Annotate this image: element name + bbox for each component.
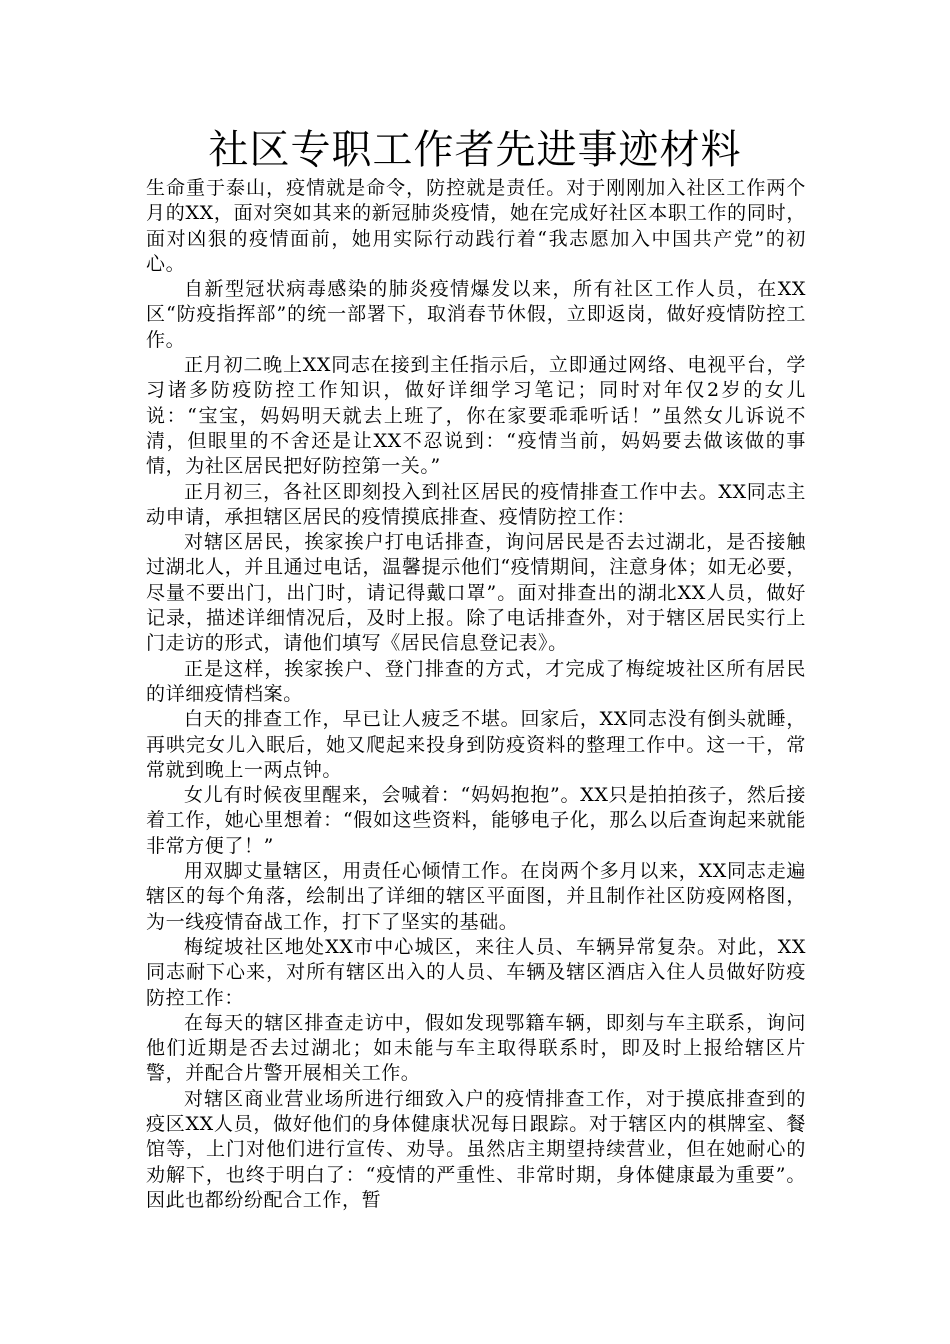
paragraph: 女儿有时候夜里醒来，会喊着：“妈妈抱抱”。XX只是拍拍孩子，然后接着工作，她心里想着：“假如这些资料，能够电子化，那么以后查询起来就能非常方便了！”: [146, 784, 806, 857]
paragraph: 对辖区居民，挨家挨户打电话排查，询问居民是否去过湖北，是否接触过湖北人，并且通过电话，温馨提示他们“疫情期间，注意身体；如无必要，尽量不要出门，出门时，请记得戴口罩”。面对排查出的湖北XX人员，做好记录，描述详细情况后，及时上报。除了电话排查外，对于辖区居民实行上门走访的形式，请他们填写《居民信息登记表》。: [146, 531, 806, 655]
paragraph: 生命重于泰山，疫情就是命令，防控就是责任。对于刚刚加入社区工作两个月的XX，面对突如其来的新冠肺炎疫情，她在完成好社区本职工作的同时，面对凶狠的疫情面前，她用实际行动践行着“我志愿加入中国共产党”的初心。: [146, 177, 806, 275]
document-body: [146, 176, 806, 1213]
paragraph: 用双脚丈量辖区，用责任心倾情工作。在岗两个多月以来，XX同志走遍辖区的每个角落，绘制出了详细的辖区平面图，并且制作社区防疫网格图，为一线疫情奋战工作，打下了坚实的基础。: [146, 860, 806, 933]
paragraph: 在每天的辖区排查走访中，假如发现鄂籍车辆，即刻与车主联系，询问他们近期是否去过湖北；如未能与车主取得联系时，即及时上报给辖区片警，并配合片警开展相关工作。: [146, 1011, 806, 1085]
paragraph: 白天的排查工作，早已让人疲乏不堪。回家后，XX同志没有倒头就睡，再哄完女儿入眠后，她又爬起来投身到防疫资料的整理工作中。这一干，常常就到晚上一两点钟。: [146, 708, 806, 781]
paragraph: 正是这样，挨家挨户、登门排查的方式，才完成了梅绽坡社区所有居民的详细疫情档案。: [146, 657, 806, 705]
paragraph: 对辖区商业营业场所进行细致入户的疫情排查工作，对于摸底排查到的疫区XX人员，做好他们的身体健康状况每日跟踪。对于辖区内的棋牌室、餐馆等，上门对他们进行宣传、劝导。虽然店主期望持续营业，但在她耐心的劝解下，也终于明白了：“疫情的严重性、非常时期，身体健康最为重要”。因此也都纷纷配合工作，暂: [146, 1087, 806, 1211]
paragraph: 正月初二晚上XX同志在接到主任指示后，立即通过网络、电视平台，学习诸多防疫防控工作知识，做好详细学习笔记；同时对年仅2岁的女儿说：“宝宝，妈妈明天就去上班了，你在家要乖乖听话！”虽然女儿诉说不清，但眼里的不舍还是让XX不忍说到：“疫情当前，妈妈要去做该做的事情，为社区居民把好防控第一关。”: [146, 354, 806, 478]
paragraph: 自新型冠状病毒感染的肺炎疫情爆发以来，所有社区工作人员，在XX区“防疫指挥部”的统一部署下，取消春节休假，立即返岗，做好疫情防控工作。: [146, 278, 806, 351]
paragraph: 梅绽坡社区地处XX市中心城区，来往人员、车辆异常复杂。对此，XX同志耐下心来，对所有辖区出入的人员、车辆及辖区酒店入住人员做好防疫防控工作：: [146, 935, 806, 1009]
paragraph: 正月初三，各社区即刻投入到社区居民的疫情排查工作中去。XX同志主动申请，承担辖区居民的疫情摸底排查、疫情防控工作：: [146, 480, 806, 528]
document-title: 社区专职工作者先进事迹材料: [208, 127, 742, 173]
